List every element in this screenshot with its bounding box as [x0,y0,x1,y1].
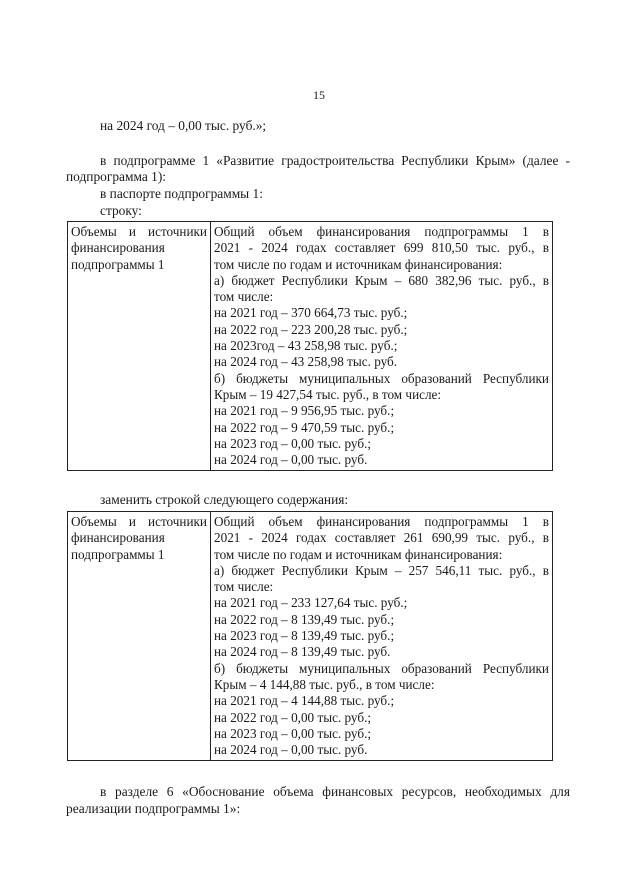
intro-line-4: в паспорте подпрограммы 1: [100,186,263,201]
table-line: а) бюджет Республики Крым – 680 382,96 тыс. руб., в [214,272,549,288]
table-line: Общий объем финансирования подпрограммы 1 в [214,224,549,239]
table-row [68,512,553,761]
replace-instruction: заменить строкой следующего содержания: [100,492,349,507]
funding-table-new [67,511,553,761]
table-row [68,222,553,471]
table-line: на 2021 год – 233 127,64 тыс. руб.; [214,595,408,611]
table-line: 2021 - 2024 годах составляет 261 690,99 тыс. руб., в [214,530,549,546]
table-label: Объемы и источники финансирования подпрограммы 1 [71,224,207,272]
intro-line-2: в подпрограмме 1 «Развитие градостроительства Республики Крым» (далее - [100,153,570,168]
funding-table-old [67,221,553,471]
page-number: 15 [313,88,325,102]
table-label: Объемы и источники финансирования подпрограммы 1 [71,514,207,562]
table-label-cell [68,512,211,761]
table-line: 2021 - 2024 годах составляет 699 810,50 тыс. руб., в [214,240,549,256]
table-line: том числе по годам и источникам финансирования: [214,256,503,272]
outro-line-2: реализации подпрограммы 1»: [66,801,241,816]
table-line: на 2022 год – 0,00 тыс. руб.; [214,709,372,725]
table-line: на 2022 год – 8 139,49 тыс. руб.; [214,611,395,627]
table-line: на 2022 год – 9 470,59 тыс. руб.; [214,419,395,435]
table-line: Крым – 19 427,54 тыс. руб., в том числе: [214,386,442,402]
table-line: Общий объем финансирования подпрограммы 1 в [214,514,549,529]
intro-line-5: строку: [100,203,142,218]
table-line: на 2023 год – 0,00 тыс. руб.; [214,435,372,451]
outro-line-1: в разделе 6 «Обоснование объема финансовых ресурсов, необходимых для [100,784,570,799]
table-line: Крым – 4 144,88 тыс. руб., в том числе: [214,676,435,692]
table-value-cell [211,512,553,761]
table-line: на 2024 год – 0,00 тыс. руб. [214,742,368,758]
table-line: на 2021 год – 9 956,95 тыс. руб.; [214,403,395,419]
table-line: том числе по годам и источникам финансирования: [214,546,503,562]
table-line: на 2021 год – 370 664,73 тыс. руб.; [214,305,408,321]
table-line: на 2021 год – 4 144,88 тыс. руб.; [214,693,395,709]
table-line: на 2022 год – 223 200,28 тыс. руб.; [214,321,408,337]
table-line: на 2024 год – 0,00 тыс. руб. [214,452,368,468]
table-line: а) бюджет Республики Крым – 257 546,11 тыс. руб., в [214,562,549,578]
table-line: на 2023 год – 8 139,49 тыс. руб.; [214,628,395,644]
intro-line-3: подпрограмма 1): [66,169,166,184]
table-line: том числе: [214,579,274,595]
table-line: б) бюджеты муниципальных образований Республики [214,370,549,386]
table-line: на 2023 год – 0,00 тыс. руб.; [214,725,372,741]
intro-line-1: на 2024 год – 0,00 тыс. руб.»; [100,118,267,133]
table-label-cell [68,222,211,471]
table-line: б) бюджеты муниципальных образований Республики [214,660,549,676]
table-value-cell [211,222,553,471]
table-line: на 2024 год – 8 139,49 тыс. руб. [214,644,391,660]
table-line: на 2024 год – 43 258,98 тыс. руб. [214,354,398,370]
table-line: на 2023год – 43 258,98 тыс. руб.; [214,338,398,354]
table-line: том числе: [214,289,274,305]
